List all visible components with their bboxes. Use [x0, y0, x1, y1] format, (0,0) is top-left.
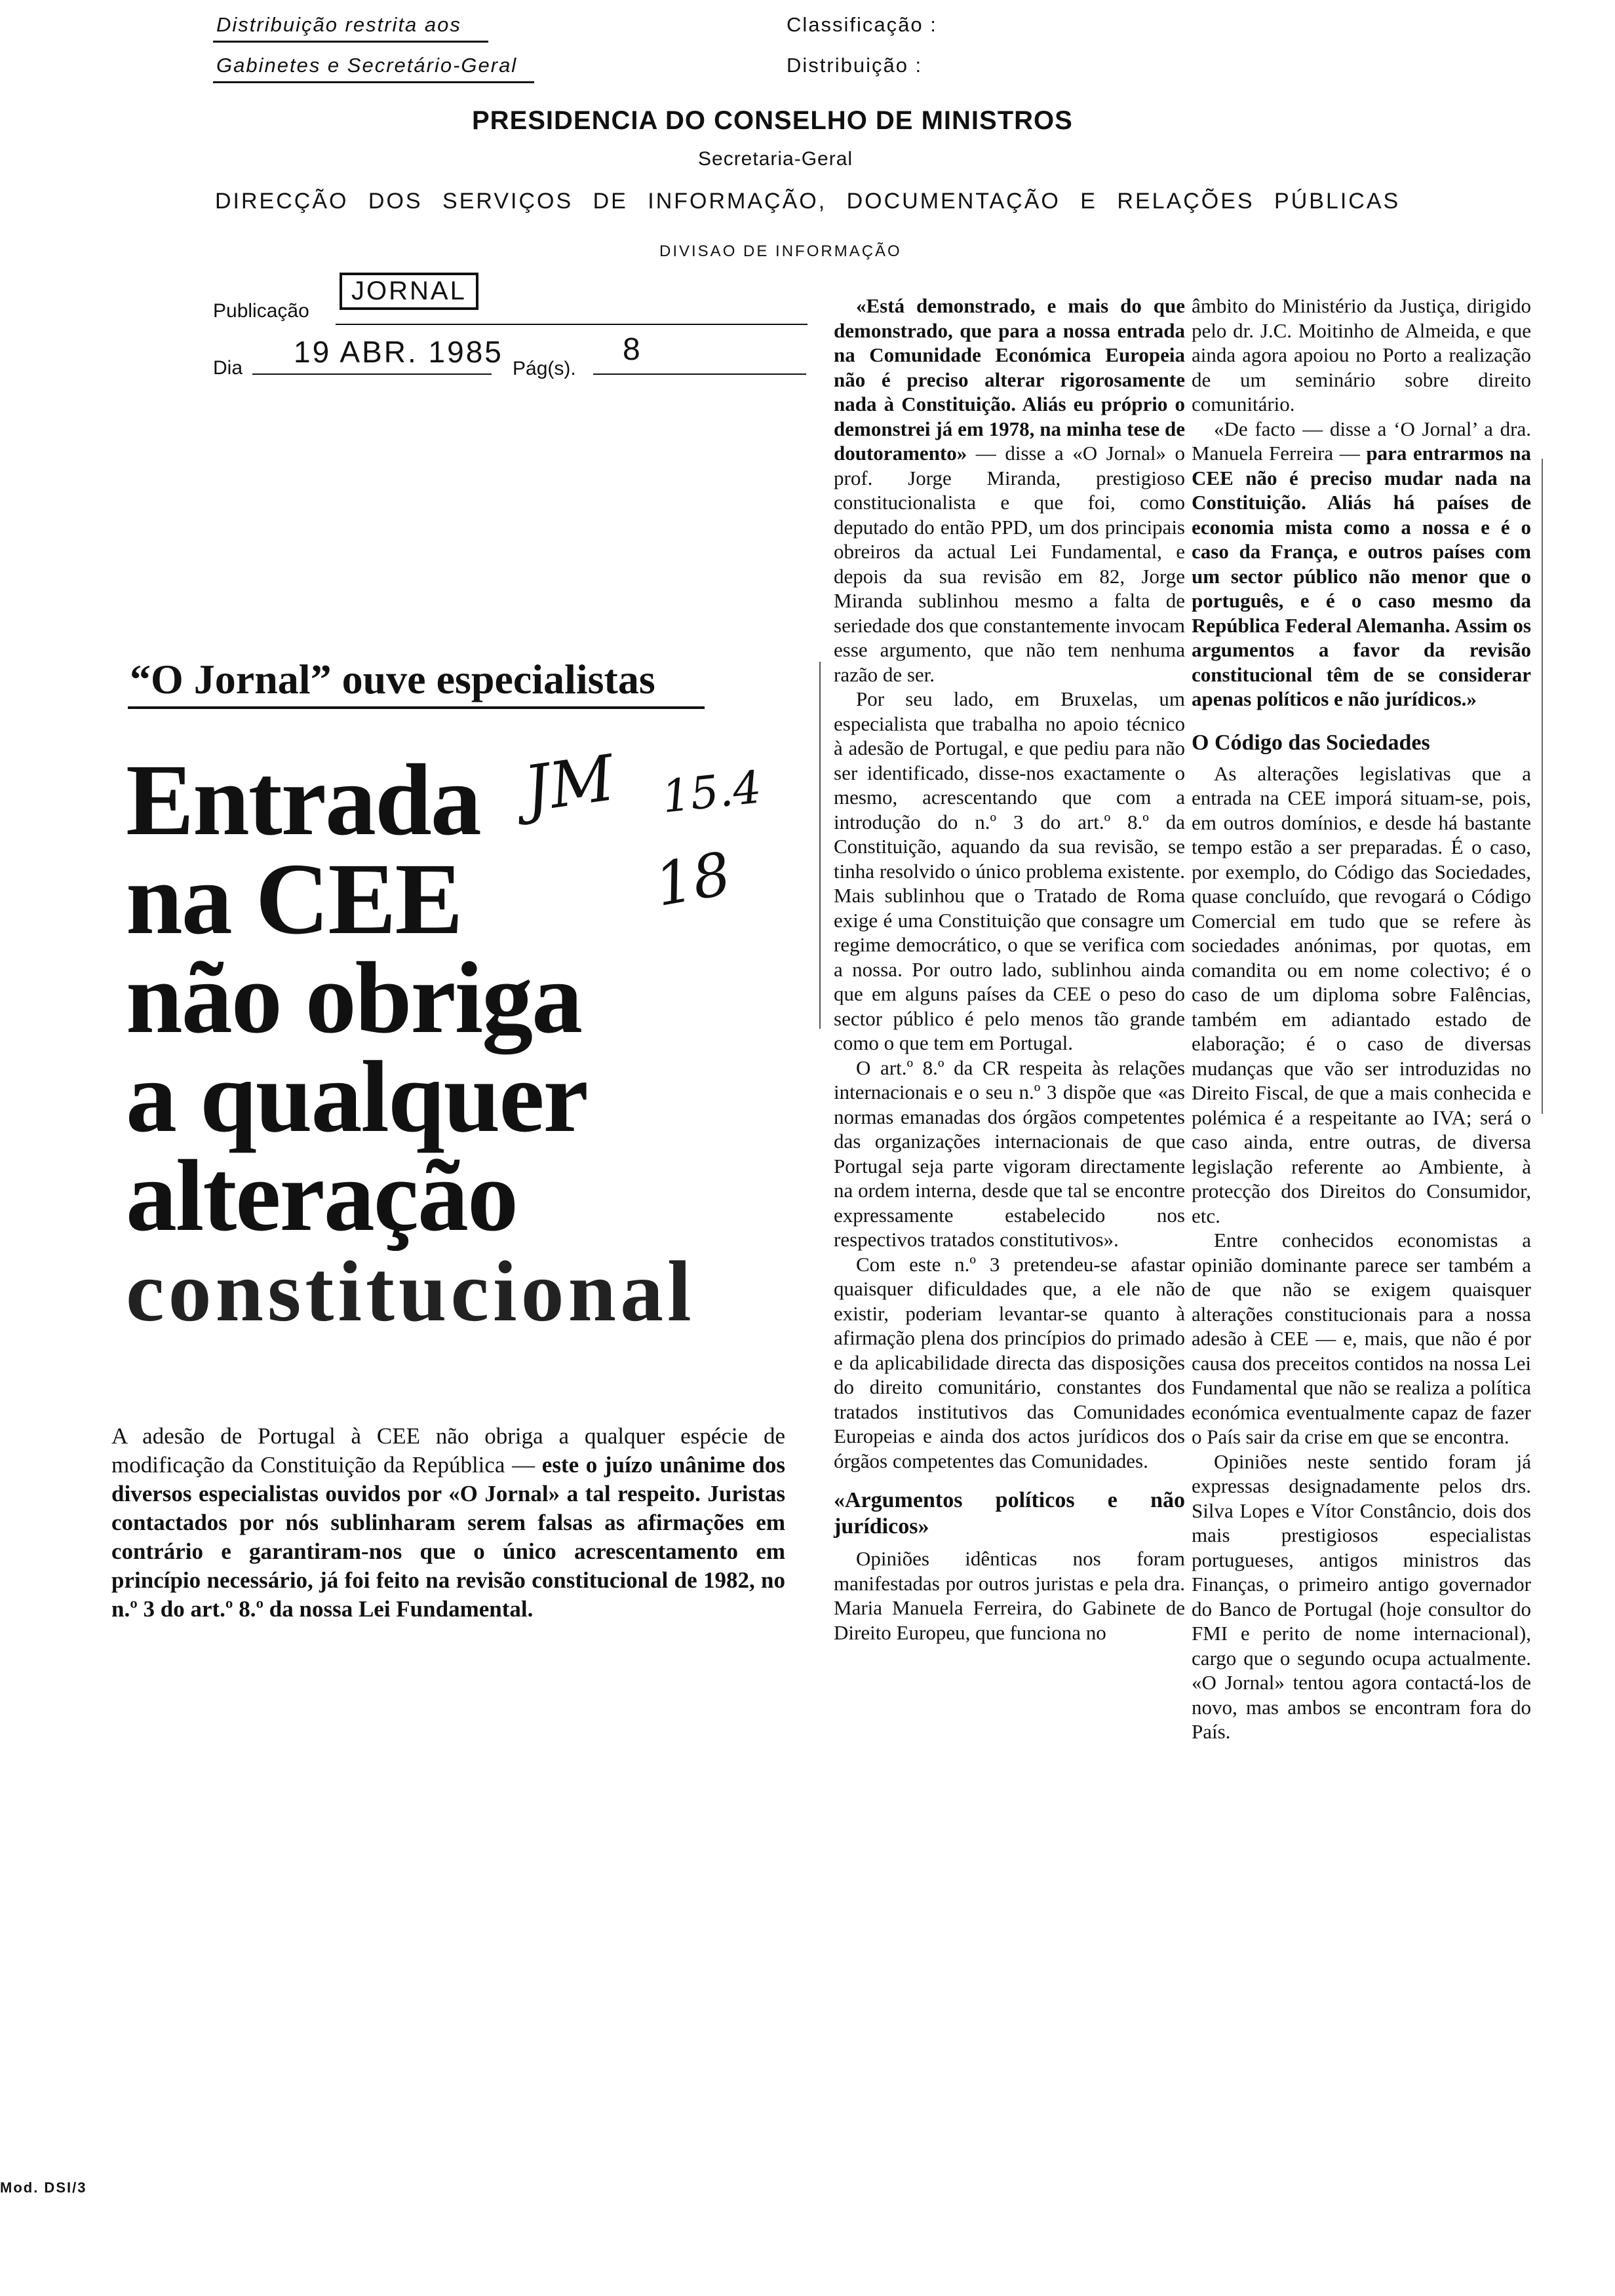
lead-normal-text: A adesão de Portugal à CEE não obriga a qualquer espécie de modificação da Constituição da República —	[111, 1423, 785, 1478]
publication-stamp: JORNAL	[340, 273, 478, 310]
lead-bold-text: este o juízo unânime dos diversos especialistas ouvidos por «O Jornal» a tal respeito. Juristas contactados por nós sublinharam serem falsas as afirmações em contrário e garantiram-nos que o único acrescentamento em princípio necessário, já foi feito na revisão constitucional de 1982, no n.º 3 do art.º 8.º da nossa Lei Fundamental.	[111, 1452, 786, 1622]
page-number: 8	[623, 332, 640, 367]
classificacao-label: Classificação :	[787, 13, 937, 36]
handwritten-initials: JM	[519, 741, 619, 826]
headline-line-2: na CEE	[126, 842, 462, 955]
col3-p2-lead: «De facto — disse a ‘O Jornal’ a dra. Manuela Ferreira —	[1192, 417, 1531, 465]
pag-label: Pág(s).	[513, 358, 576, 379]
publication-date: 19 ABR. 1985	[294, 335, 503, 369]
col2-paragraph-3: O art.º 8.º da CR respeita às relações internacionais e o seu n.º 3 dispõe que «as normas emanadas dos órgãos competentes das organizações internacionais de que Portugal seja parte vigoram directamente na ordem interna, desde que tal se encontre expressamente estabelecido nos respectivos tratados constitutivos».	[834, 1056, 1185, 1251]
distribution-underline-1	[213, 41, 488, 43]
pag-underline	[593, 373, 806, 375]
article-kicker: “O Jornal” ouve especialistas	[130, 656, 655, 702]
distribution-underline-2	[213, 81, 534, 83]
article-lead	[111, 1422, 785, 1624]
col2-p1-quote: «Está demonstrado, e mais do que demonstrado, que para a nossa entrada na Comunidade Económica Europeia não é preciso alterar rigorosamente nada à Constituição. Aliás eu próprio o demonstrei já em 1978, na minha tese de doutoramento»	[834, 294, 1185, 465]
dia-label: Dia	[213, 357, 243, 379]
form-model-code: Mod. DSI/3	[0, 2179, 87, 2196]
col2-paragraph-2: Por seu lado, em Bruxelas, um especialista que trabalha no apoio técnico à adesão de Portugal, e que pediu para não ser identificado, disse-nos exactamente o mesmo, acrescentando que com a introdução do n.º 3 do art.º 8.º da Constituição, aquando da sua revisão, se tinha resolvido o único problema existente. Mais sublinhou que o Tratado de Roma exige é uma Constituição que consagre um regime democrático, o que se verifica com a nossa. Por outro lado, sublinhou ainda que em alguns países da CEE o peso do sector público é pelo menos tão grande como o que tem em Portugal.	[834, 687, 1185, 1054]
secretaria-geral: Secretaria-Geral	[698, 148, 853, 170]
col3-paragraph-5: Opiniões neste sentido foram já expressas designadamente pelos drs. Silva Lopes e Vítor Constâncio, dois dos mais prestigiosos especialistas portugueses, antigos ministros das Finanças, o primeiro antigo governador do Banco de Portugal (hoje consultor do FMI e perito de nome internacional), cargo que o segundo ocupa actualmente. «O Jornal» tentou agora contactá-los de novo, mas ambos se encontram fora do País.	[1192, 1449, 1531, 1743]
col2-paragraph-1	[834, 294, 1185, 687]
col3-p2-quote: para entrarmos na CEE não é preciso mudar nada na Constituição. Aliás há países de economia mista como a nossa e é o caso da França, e outros países com um sector público não menor que o português, e é o caso mesmo da República Federal Alemanha. Assim os argumentos a favor da revisão constitucional têm de se considerar apenas políticos e não jurídicos.»	[1192, 442, 1531, 710]
headline-line-5: alteração	[126, 1139, 518, 1252]
col2-paragraph-5: Opiniões idênticas nos foram manifestadas por outros juristas e pela dra. Maria Manuela Ferreira, do Gabinete de Direito Europeu, que funciona no	[834, 1547, 1185, 1644]
article-headline	[126, 743, 781, 1341]
col3-paragraph-1: âmbito do Ministério da Justiça, dirigido pelo dr. J.C. Moitinho de Almeida, e que ainda agora apoiou no Porto a realização de um seminário sobre direito comunitário.	[1192, 294, 1531, 415]
distribuicao-label: Distribuição :	[787, 54, 923, 77]
handwritten-date-note: 15.4	[659, 761, 764, 824]
col2-subhead: «Argumentos políticos e não jurídicos»	[834, 1488, 1185, 1539]
handwritten-number-note: 18	[650, 839, 736, 921]
direccao-servicos: DIRECÇÃO DOS SERVIÇOS DE INFORMAÇÃO, DOCUMENTAÇÃO E RELAÇÕES PÚBLICAS	[215, 189, 1401, 214]
col3-paragraph-4: Entre conhecidos economistas a opinião dominante parece ser também a de que não se exigem quaisquer alterações constitucionais para a nossa adesão à CEE — e, mais, que não é por causa dos preceitos contidos na nossa Lei Fundamental que não se realiza a política económica eventualmente capaz de fazer o País sair da crise em que se encontra.	[1192, 1229, 1531, 1448]
distribution-restricted-line1: Distribuição restrita aos	[216, 13, 461, 36]
article-column-3	[1192, 294, 1531, 1744]
col3-paragraph-2	[1192, 417, 1531, 712]
org-title: PRESIDENCIA DO CONSELHO DE MINISTROS	[472, 106, 1073, 135]
publicacao-label: Publicação	[213, 300, 309, 322]
headline-line-3: não obriga	[126, 941, 582, 1054]
headline-line-6: constitucional	[126, 1243, 695, 1339]
col2-p1-rest: — disse a «O Jornal» o prof. Jorge Miranda, prestigioso constitucionalista e que foi, como deputado do então PPD, um dos principais obreiros da actual Lei Fundamental, e depois da sua revisão em 82, Jorge Miranda sublinhou mesmo a falta de seriedade dos que constantemente invocam esse argumento, que não tem nenhuma razão de ser.	[834, 442, 1185, 686]
col2-paragraph-4: Com este n.º 3 pretendeu-se afastar quaisquer dificuldades que, a ele não existir, poderiam levantar-se quanto à afirmação plena dos princípios do primado e da aplicabilidade directa das disposições do direito comunitário, constantes dos tratados institutivos das Comunidades Europeias e ainda dos actos jurídicos dos órgãos competentes das Comunidades.	[834, 1252, 1185, 1472]
dia-underline	[252, 373, 492, 375]
distribution-restricted-line2: Gabinetes e Secretário-Geral	[216, 54, 518, 77]
col3-paragraph-3: As alterações legislativas que a entrada na CEE imporá situam-se, pois, em outros domínios, e desde há bastante tempo estão a ser preparadas. É o caso, por exemplo, do Código das Sociedades, quase concluído, que revogará o Código Comercial em tudo que se refere às sociedades anónimas, por quotas, em comandita ou em nome colectivo; é o caso de um diploma sobre Falências, também em adiantado estado de elaboração; é o caso de diversas mudanças que vão ser introduzidas no Direito Fiscal, de que a mais conhecida e polémica é a respeitante ao IVA; será o caso ainda, entre outras, de diversa legislação referente ao Ambiente, à protecção dos Direitos do Consumidor, etc.	[1192, 761, 1531, 1227]
col3-subhead: O Código das Sociedades	[1192, 730, 1430, 755]
headline-line-1: Entrada	[126, 743, 480, 856]
article-column-2	[834, 294, 1185, 1645]
kicker-underline	[128, 706, 705, 709]
publicacao-underline	[336, 324, 808, 325]
right-margin-line	[1542, 459, 1543, 1114]
headline-line-4: a qualquer	[126, 1040, 587, 1153]
divisao-informacao: DIVISAO DE INFORMAÇÃO	[659, 242, 902, 260]
column-divider-left	[819, 662, 821, 1029]
